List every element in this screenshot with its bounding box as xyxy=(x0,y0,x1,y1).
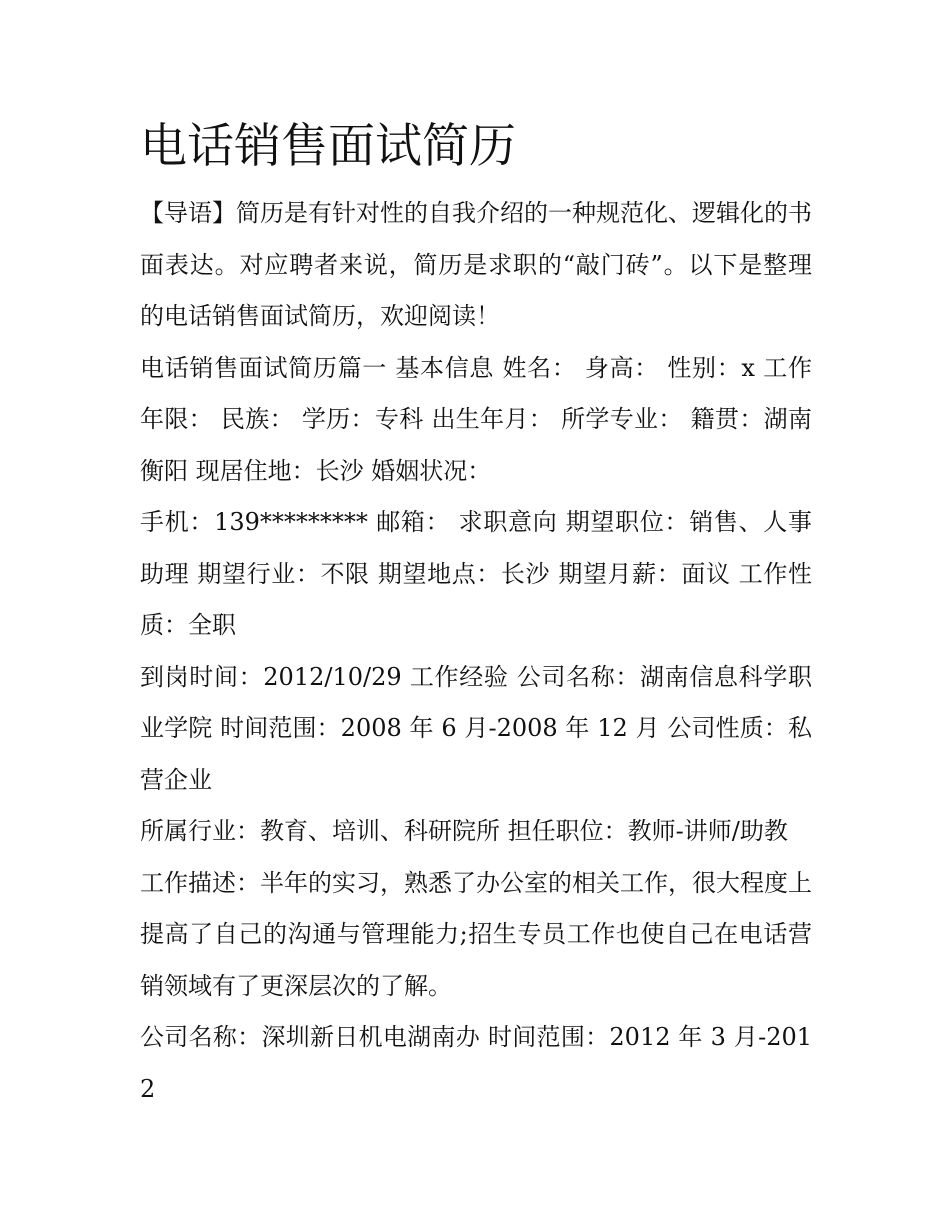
basic-info-paragraph: 电话销售面试简历篇一 基本信息 姓名： 身高： 性别：x 工作年限： 民族： 学历：专科 出生年月： 所学专业： 籍贯：湖南衡阳 现居住地：长沙 婚姻状况： xyxy=(140,353,812,485)
work-experience-paragraph: 到岗时间：2012/10/29 工作经验 公司名称：湖南信息科学职业学院 时间范围：2008 年 6 月-2008 年 12 月 公司性质：私营企业 xyxy=(140,662,812,794)
document-page xyxy=(140,112,812,1115)
document-title: 电话销售面试简历 xyxy=(140,119,516,174)
industry-position-paragraph: 所属行业：教育、培训、科研院所 担任职位：教师-讲师/助教 xyxy=(140,817,788,845)
intro-paragraph: 【导语】简历是有针对性的自我介绍的一种规范化、逻辑化的书面表达。对应聘者来说，简历是求职的“敲门砖”。以下是整理的电话销售面试简历，欢迎阅读！ xyxy=(140,199,812,330)
company-paragraph: 公司名称：深圳新日机电湖南办 时间范围：2012 年 3 月-2012 xyxy=(140,1023,812,1103)
contact-intention-paragraph: 手机：139********* 邮箱： 求职意向 期望职位：销售、人事助理 期望行业：不限 期望地点：长沙 期望月薪：面议 工作性质：全职 xyxy=(140,508,812,639)
job-description-paragraph: 工作描述：半年的实习，熟悉了办公室的相关工作，很大程度上提高了自己的沟通与管理能力;招生专员工作也使自己在电话营销领域有了更深层次的了解。 xyxy=(140,868,812,1000)
